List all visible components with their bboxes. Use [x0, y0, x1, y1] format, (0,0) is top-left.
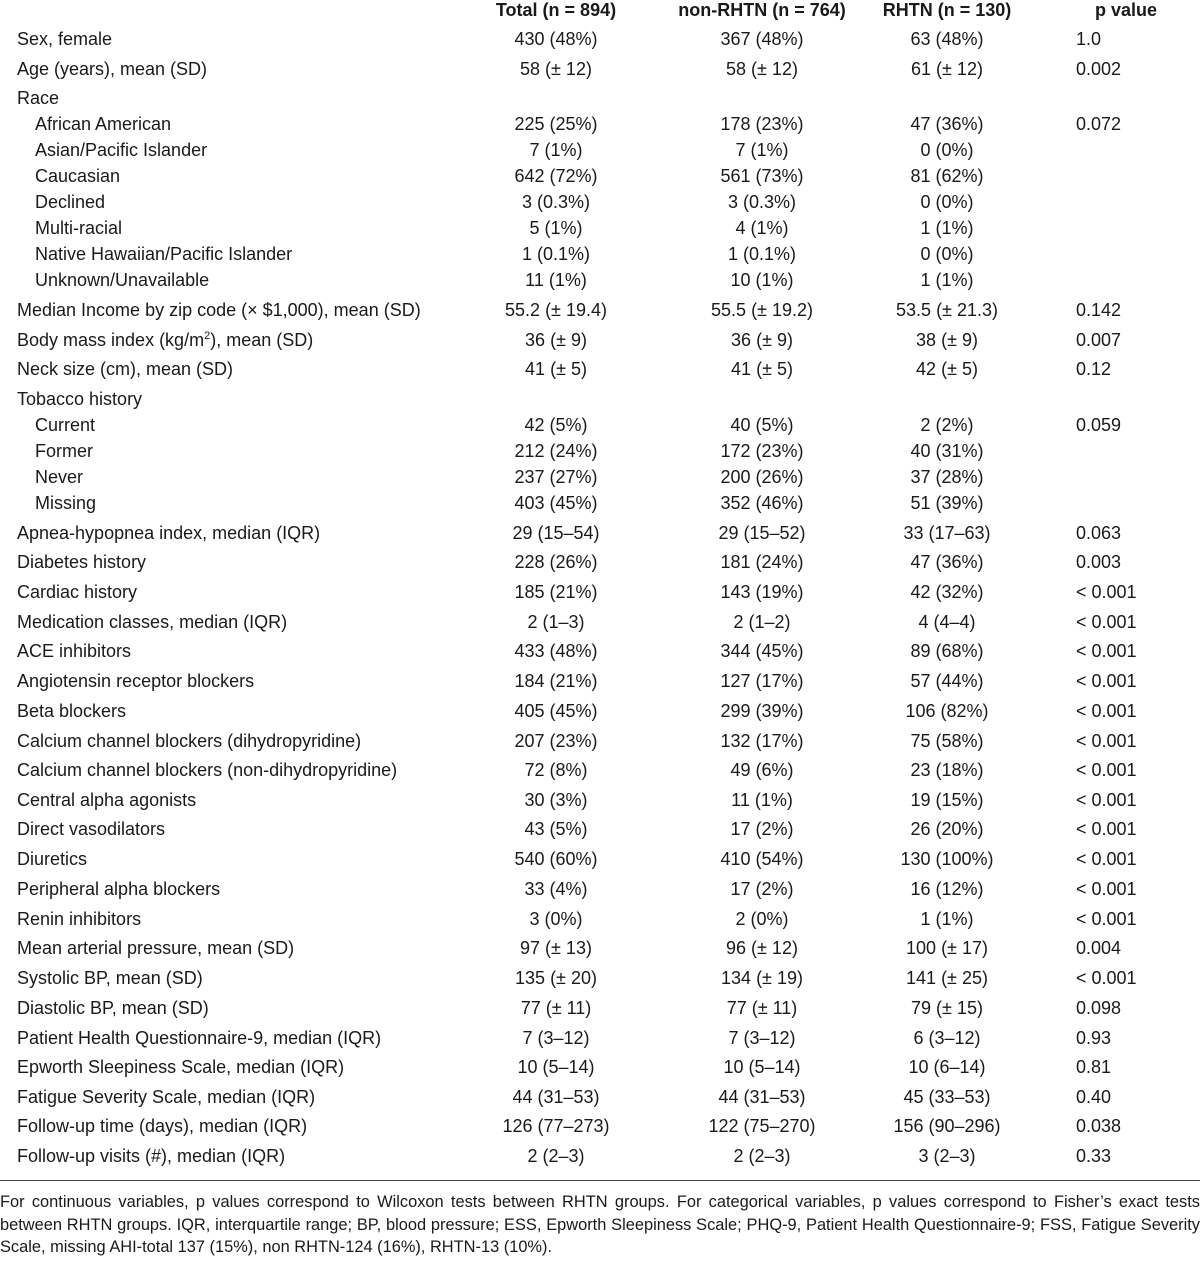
cell-non-rhtn: 49 (6%)	[730, 760, 794, 780]
cell-total: 430 (48%)	[514, 29, 598, 49]
cell-total: 126 (77–273)	[502, 1116, 610, 1136]
cell-non-rhtn: 2 (1–2)	[733, 612, 791, 632]
table-footnote: For continuous variables, p values correspond to Wilcoxon tests between RHTN groups. For categorical variables, p values correspond to Fisher’s exact tests between RHTN groups. IQR, interquartile range; BP, blood pressure; ESS, Epworth Sleepiness Scale; PHQ-9, Patient Health Questionnaire-9; FSS, Fatigue Severity Scale, missing AHI-total 137 (15%), non RHTN-124 (16%), RHTN-13 (10%).	[0, 1193, 1200, 1256]
cell-rhtn: 141 (± 25)	[906, 968, 988, 988]
cell-rhtn: 33 (17–63)	[903, 523, 991, 543]
cell-p-value: 0.33	[1076, 1146, 1112, 1166]
cell-rhtn: 4 (4–4)	[918, 612, 976, 632]
cell-non-rhtn: 17 (2%)	[730, 879, 794, 899]
cell-p-value: < 0.001	[1076, 701, 1137, 721]
cell-p-value: 0.059	[1076, 415, 1122, 435]
row-label: Epworth Sleepiness Scale, median (IQR)	[17, 1057, 345, 1077]
row-label: Age (years), mean (SD)	[17, 59, 208, 79]
column-header-non-rhtn: non-RHTN (n = 764)	[678, 0, 846, 20]
cell-total: 10 (5–14)	[517, 1057, 595, 1077]
cell-non-rhtn: 299 (39%)	[720, 701, 804, 721]
cell-rhtn: 0 (0%)	[920, 244, 974, 264]
cell-non-rhtn: 2 (0%)	[735, 909, 789, 929]
cell-total: 29 (15–54)	[512, 523, 600, 543]
cell-non-rhtn: 36 (± 9)	[731, 330, 793, 350]
cell-total: 7 (3–12)	[522, 1028, 590, 1048]
cell-p-value: 0.063	[1076, 523, 1122, 543]
cell-total: 2 (1–3)	[527, 612, 585, 632]
cell-non-rhtn: 181 (24%)	[720, 552, 804, 572]
row-label: Medication classes, median (IQR)	[17, 612, 288, 632]
cell-non-rhtn: 410 (54%)	[720, 849, 804, 869]
cell-rhtn: 0 (0%)	[920, 140, 974, 160]
cell-rhtn: 16 (12%)	[910, 879, 984, 899]
cell-total: 184 (21%)	[514, 671, 598, 691]
row-label: Follow-up visits (#), median (IQR)	[17, 1146, 286, 1166]
row-label: African American	[35, 114, 172, 134]
row-label: Angiotensin receptor blockers	[17, 671, 255, 691]
cell-total: 228 (26%)	[514, 552, 598, 572]
cell-rhtn: 23 (18%)	[910, 760, 984, 780]
cell-non-rhtn: 4 (1%)	[735, 218, 789, 238]
cell-total: 3 (0%)	[529, 909, 583, 929]
column-header-p-value: p value	[1094, 0, 1158, 20]
cell-non-rhtn: 2 (2–3)	[733, 1146, 791, 1166]
cell-rhtn: 6 (3–12)	[913, 1028, 981, 1048]
cell-non-rhtn: 3 (0.3%)	[727, 192, 797, 212]
cell-rhtn: 81 (62%)	[910, 166, 984, 186]
cell-rhtn: 75 (58%)	[910, 731, 984, 751]
row-label: Beta blockers	[17, 701, 127, 721]
cell-non-rhtn: 10 (1%)	[730, 270, 794, 290]
cell-p-value: 0.93	[1076, 1028, 1112, 1048]
row-label: Diabetes history	[17, 552, 147, 572]
cell-rhtn: 0 (0%)	[920, 192, 974, 212]
cell-non-rhtn: 200 (26%)	[720, 467, 804, 487]
cell-total: 55.2 (± 19.4)	[505, 300, 607, 320]
row-label: Asian/Pacific Islander	[35, 140, 208, 160]
cell-p-value: 1.0	[1076, 29, 1102, 49]
cell-total: 403 (45%)	[514, 493, 598, 513]
cell-non-rhtn: 127 (17%)	[720, 671, 804, 691]
cell-rhtn: 61 (± 12)	[911, 59, 983, 79]
cell-rhtn: 53.5 (± 21.3)	[896, 300, 998, 320]
cell-p-value: < 0.001	[1076, 879, 1137, 899]
cell-non-rhtn: 143 (19%)	[720, 582, 804, 602]
cell-rhtn: 57 (44%)	[910, 671, 984, 691]
cell-p-value: < 0.001	[1076, 819, 1137, 839]
cell-rhtn: 51 (39%)	[910, 493, 984, 513]
cell-non-rhtn: 367 (48%)	[720, 29, 804, 49]
cell-total: 30 (3%)	[524, 790, 588, 810]
cell-rhtn: 47 (36%)	[910, 114, 984, 134]
cell-non-rhtn: 40 (5%)	[730, 415, 794, 435]
cell-p-value: < 0.001	[1076, 790, 1137, 810]
row-label: Median Income by zip code (× $1,000), mean (SD)	[17, 300, 421, 320]
cell-non-rhtn: 17 (2%)	[730, 819, 794, 839]
row-label: Central alpha agonists	[17, 790, 197, 810]
cell-non-rhtn: 7 (3–12)	[728, 1028, 796, 1048]
cell-rhtn: 19 (15%)	[910, 790, 984, 810]
row-label: Current	[35, 415, 96, 435]
cell-p-value: < 0.001	[1076, 582, 1137, 602]
cell-p-value: < 0.001	[1076, 731, 1137, 751]
cell-p-value: < 0.001	[1076, 671, 1137, 691]
cell-p-value: < 0.001	[1076, 612, 1137, 632]
cell-non-rhtn: 134 (± 19)	[721, 968, 803, 988]
row-label: Peripheral alpha blockers	[17, 879, 221, 899]
cell-rhtn: 3 (2–3)	[918, 1146, 976, 1166]
cell-rhtn: 1 (1%)	[920, 218, 974, 238]
cell-total: 1 (0.1%)	[521, 244, 591, 264]
cell-non-rhtn: 10 (5–14)	[723, 1057, 801, 1077]
cell-non-rhtn: 178 (23%)	[720, 114, 804, 134]
column-header-total: Total (n = 894)	[495, 0, 617, 20]
row-label: Diastolic BP, mean (SD)	[17, 998, 209, 1018]
cell-total: 185 (21%)	[514, 582, 598, 602]
row-label: Former	[35, 441, 93, 461]
row-label: Calcium channel blockers (non-dihydropyridine)	[17, 760, 398, 780]
cell-total: 7 (1%)	[529, 140, 583, 160]
cell-total: 3 (0.3%)	[521, 192, 591, 212]
cell-p-value: < 0.001	[1076, 641, 1137, 661]
row-label: Unknown/Unavailable	[35, 270, 210, 290]
cell-total: 33 (4%)	[524, 879, 588, 899]
cell-p-value: 0.12	[1076, 359, 1112, 379]
cell-total: 58 (± 12)	[520, 59, 592, 79]
cell-total: 540 (60%)	[514, 849, 598, 869]
cell-rhtn: 106 (82%)	[905, 701, 989, 721]
cell-p-value: 0.003	[1076, 552, 1122, 572]
cell-rhtn: 63 (48%)	[910, 29, 984, 49]
table-bottom-rule	[0, 1180, 1200, 1181]
cell-p-value: < 0.001	[1076, 760, 1137, 780]
row-label: Apnea-hypopnea index, median (IQR)	[17, 523, 321, 543]
cell-non-rhtn: 55.5 (± 19.2)	[711, 300, 813, 320]
cell-non-rhtn: 344 (45%)	[720, 641, 804, 661]
cell-total: 135 (± 20)	[515, 968, 597, 988]
row-label: Missing	[35, 493, 97, 513]
row-label: Body mass index $(kg/m^2)$, mean (SD)	[17, 330, 314, 350]
cell-non-rhtn: 96 (± 12)	[726, 938, 798, 958]
cell-rhtn: 42 (32%)	[910, 582, 984, 602]
cell-total: 212 (24%)	[514, 441, 598, 461]
cell-p-value: 0.038	[1076, 1116, 1122, 1136]
cell-rhtn: 45 (33–53)	[903, 1087, 991, 1107]
row-label: Race	[17, 88, 60, 108]
cell-non-rhtn: 352 (46%)	[720, 493, 804, 513]
cell-p-value: 0.098	[1076, 998, 1122, 1018]
cell-total: 11 (1%)	[525, 270, 587, 290]
cell-non-rhtn: 122 (75–270)	[708, 1116, 816, 1136]
cell-rhtn: 100 (± 17)	[906, 938, 988, 958]
cell-non-rhtn: 29 (15–52)	[718, 523, 806, 543]
cell-total: 36 (± 9)	[525, 330, 587, 350]
cell-total: 42 (5%)	[524, 415, 588, 435]
cell-total: 2 (2–3)	[527, 1146, 585, 1166]
cell-total: 405 (45%)	[514, 701, 598, 721]
cell-total: 642 (72%)	[514, 166, 598, 186]
cell-p-value: 0.007	[1076, 330, 1122, 350]
cell-rhtn: 38 (± 9)	[916, 330, 978, 350]
cell-total: 225 (25%)	[514, 114, 598, 134]
cell-total: 5 (1%)	[529, 218, 583, 238]
row-label: Tobacco history	[17, 389, 143, 409]
cell-p-value: 0.002	[1076, 59, 1122, 79]
cell-p-value: 0.072	[1076, 114, 1122, 134]
column-header-rhtn: RHTN (n = 130)	[882, 0, 1012, 20]
cell-non-rhtn: 44 (31–53)	[718, 1087, 806, 1107]
cell-total: 72 (8%)	[524, 760, 588, 780]
cell-total: 41 (± 5)	[525, 359, 587, 379]
row-label: Direct vasodilators	[17, 819, 166, 839]
cell-non-rhtn: 172 (23%)	[720, 441, 804, 461]
row-label: Cardiac history	[17, 582, 138, 602]
row-label: Never	[35, 467, 84, 487]
cell-rhtn: 26 (20%)	[910, 819, 984, 839]
row-label: Sex, female	[17, 29, 113, 49]
cell-non-rhtn: 561 (73%)	[720, 166, 804, 186]
cell-total: 97 (± 13)	[520, 938, 592, 958]
cell-rhtn: 89 (68%)	[910, 641, 984, 661]
cell-total: 44 (31–53)	[512, 1087, 600, 1107]
cell-total: 237 (27%)	[514, 467, 598, 487]
row-label: Caucasian	[35, 166, 121, 186]
cell-non-rhtn: 58 (± 12)	[726, 59, 798, 79]
row-label: Native Hawaiian/Pacific Islander	[35, 244, 293, 264]
cell-non-rhtn: 1 (0.1%)	[727, 244, 797, 264]
row-label: ACE inhibitors	[17, 641, 132, 661]
row-label: Declined	[35, 192, 106, 212]
cell-total: 433 (48%)	[514, 641, 598, 661]
cell-rhtn: 1 (1%)	[920, 909, 974, 929]
row-label: Calcium channel blockers (dihydropyridine)	[17, 731, 362, 751]
cell-p-value: < 0.001	[1076, 909, 1137, 929]
cell-rhtn: 42 (± 5)	[916, 359, 978, 379]
cell-p-value: < 0.001	[1076, 968, 1137, 988]
cell-non-rhtn: 77 (± 11)	[726, 998, 798, 1018]
cell-non-rhtn: 7 (1%)	[735, 140, 789, 160]
cell-rhtn: 47 (36%)	[910, 552, 984, 572]
cell-p-value: < 0.001	[1076, 849, 1137, 869]
row-label: Patient Health Questionnaire-9, median (IQR)	[17, 1028, 382, 1048]
row-label: Multi-racial	[35, 218, 123, 238]
cell-total: 77 (± 11)	[520, 998, 592, 1018]
cell-total: 43 (5%)	[524, 819, 588, 839]
cell-non-rhtn: 132 (17%)	[720, 731, 804, 751]
cell-p-value: 0.142	[1076, 300, 1122, 320]
cell-non-rhtn: 11 (1%)	[731, 790, 793, 810]
cell-rhtn: 156 (90–296)	[893, 1116, 1001, 1136]
row-label: Fatigue Severity Scale, median (IQR)	[17, 1087, 316, 1107]
row-label: Follow-up time (days), median (IQR)	[17, 1116, 308, 1136]
cell-p-value: 0.40	[1076, 1087, 1112, 1107]
cell-rhtn: 37 (28%)	[910, 467, 984, 487]
cell-p-value: 0.004	[1076, 938, 1122, 958]
cell-rhtn: 1 (1%)	[920, 270, 974, 290]
row-label: Diuretics	[17, 849, 88, 869]
cell-rhtn: 40 (31%)	[910, 441, 984, 461]
cell-p-value: 0.81	[1076, 1057, 1112, 1077]
cell-rhtn: 10 (6–14)	[908, 1057, 986, 1077]
row-label: Systolic BP, mean (SD)	[17, 968, 203, 988]
cell-total: 207 (23%)	[514, 731, 598, 751]
cell-rhtn: 79 (± 15)	[911, 998, 983, 1018]
cell-rhtn: 2 (2%)	[920, 415, 974, 435]
row-label: Neck size (cm), mean (SD)	[17, 359, 234, 379]
cell-non-rhtn: 41 (± 5)	[731, 359, 793, 379]
row-label: Mean arterial pressure, mean (SD)	[17, 938, 295, 958]
row-label: Renin inhibitors	[17, 909, 142, 929]
cell-rhtn: 130 (100%)	[900, 849, 994, 869]
